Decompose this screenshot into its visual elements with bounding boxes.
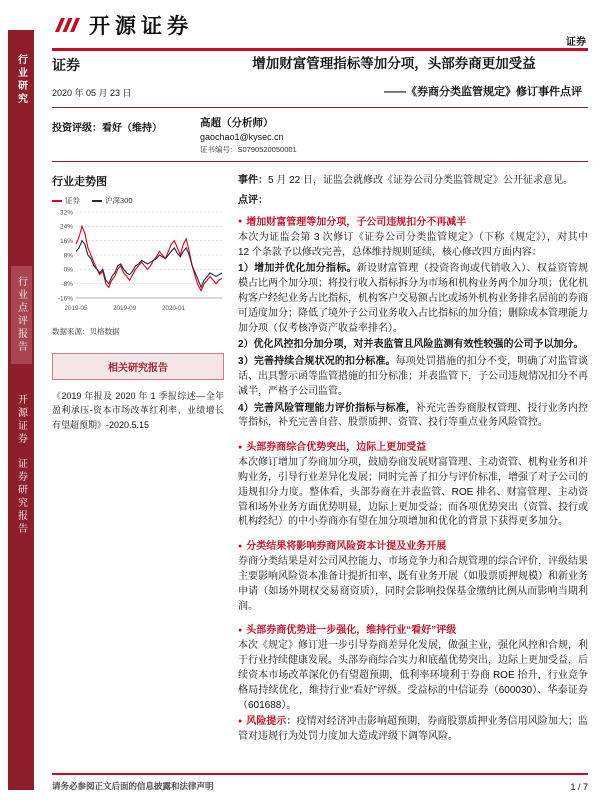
brand-logo: [52, 10, 193, 40]
svg-text:-8%: -8%: [61, 281, 73, 288]
header-row-rating: [52, 108, 588, 162]
svg-text:2019-05: 2019-05: [64, 305, 88, 312]
band-label-series: 证券研究报告: [15, 458, 27, 536]
section-paragraph: 1）增加并优化加分指标。新设财富管理（投资咨询或代销收入）、权益资管规模占比两个加分项；将投行收入指标拆分为市场和机构业务两个加分项；优化机构客户经纪业务占比指标，机构客户交易额占比或场外机构业务排名居前的券商可适度加分；降低了境外子公司业务收入占比指标的加分值；删除成本管理能力加分项（仅考核净资产收益率排名）。: [238, 263, 588, 334]
industry-trend-chart: [52, 208, 224, 316]
left-column: [52, 172, 224, 770]
section-paragraph: 本次《规定》修订进一步引导券商差异化发展，做强主业，强化风控和合规，利于行业持续健康发展。头部券商综合实力和底蕴优势突出，边际上更加受益，后续资本市场改革深化仍有望超预期，低利率环境利于券商 ROE 抬升，行业竞争格局持续优化，维持行业“看好”评级。受益标的中信证券（600030）、华泰证券（601688）。: [238, 640, 588, 711]
report-date: 2020 年 05 月 23 日: [52, 88, 132, 98]
band-label-brand: 开源证券: [15, 394, 27, 446]
header-row-title: [52, 55, 588, 108]
rating-label: 投资评级：: [52, 123, 102, 134]
related-research-title: 相关研究报告: [52, 353, 224, 380]
bullet-icon: ●: [238, 218, 243, 226]
paragraph-lead: 3）完善持续合规状况的扣分标准。: [238, 356, 396, 368]
event-label: 事件：: [238, 175, 268, 186]
svg-text:0%: 0%: [63, 266, 73, 274]
related-research-block: [52, 353, 224, 432]
band-label-report-type: 行业点评报告: [11, 266, 32, 364]
brand-logo-text: 开源证券: [89, 15, 193, 38]
section-heading: ● 增加财富管理等加分项，子公司违规扣分不再减半: [238, 216, 467, 228]
header-left-col: [52, 55, 200, 99]
bullet-icon: ●: [238, 626, 243, 634]
paragraph-lead: 2）优化风控扣分加分项，对并表监管且风险监测有效性较强的公司予以加分。: [238, 339, 584, 351]
analyst-name: 高超（分析师）: [200, 117, 274, 129]
legend-swatch: [92, 200, 102, 202]
section-paragraph: 3）完善持续合规状况的扣分标准。每项处罚措施的扣分不变，明确了对监管谈话、出具警示函等监管措施的扣分标准；并表监管下，子公司违规情况扣分不再减半，严格子公司监管。: [238, 356, 588, 397]
header-right-col: [200, 55, 588, 99]
chart-data-source: 数据来源：贝格数据: [52, 327, 120, 336]
svg-text:16%: 16%: [59, 238, 73, 245]
analyst-cert-number: 证书编号：S0790520050001: [200, 145, 297, 154]
analyst-block: [200, 115, 588, 155]
bullet-icon: ●: [238, 717, 243, 725]
analyst-email: gaochao1@kysec.cn: [200, 132, 284, 142]
body-sections: [238, 213, 588, 745]
svg-text:32%: 32%: [59, 209, 73, 217]
bullet-icon: ●: [238, 443, 243, 451]
bullet-icon: ●: [238, 542, 243, 550]
legend-item: 沪深300: [92, 195, 133, 206]
rating-value: 看好（维持）: [102, 123, 162, 134]
section-heading: 风险提示：: [246, 716, 297, 728]
legend-swatch: [52, 200, 62, 202]
section-paragraph: 本次为证监会第 3 次修订《证券公司分类监管规定》（下称《规定》），对其中 12 个条款予以修改完善，总体维持规则延续，核心修改四方面内容：: [238, 231, 588, 258]
section-heading: ● 头部券商优势进一步强化，维持行业“看好”评级: [238, 625, 457, 637]
report-subtitle: ——《券商分类监管规定》修订事件点评: [384, 85, 582, 98]
svg-text:2019-09: 2019-09: [113, 305, 137, 312]
report-body: [238, 172, 588, 770]
comment-label: 点评：: [238, 194, 268, 206]
risk-section: [238, 715, 588, 745]
legend-item: 证券: [52, 195, 80, 206]
event-text: 5 月 22 日，证监会就修改《证券公司分类监管规定》公开征求意见。: [268, 175, 574, 186]
svg-text:8%: 8%: [63, 252, 73, 260]
corner-industry-label: 证券: [566, 37, 586, 48]
chart-title: 行业走势图: [52, 176, 107, 188]
svg-text:-16%: -16%: [57, 295, 73, 303]
section-paragraph: 本次修订增加了券商加分项，鼓励券商发展财富管理、主动资管、机构业务和并购业务，引导行业差异化发展；同时完善了扣分与评价标准，增强了对子公司的违规扣分力度。整体看，头部券商在并表监管、ROE 排名、财富管理、主动资管和场外业务方面优势明显，边际上更加受益；而各项优势突出（资管、投行或机构经纪）的中小券商亦有望在加分项增加和优化的背景下获得更多加分。: [238, 457, 588, 528]
investment-rating: [52, 115, 200, 155]
svg-text:24%: 24%: [59, 223, 73, 231]
section-paragraph: [238, 338, 588, 353]
section-paragraph: 4）完善风险管理能力评价指标与标准，补充完善券商股权管理、投行业务内控等指标，补充完善自营、股票质押、资管、投行等重点业务风险管控。: [238, 402, 588, 429]
svg-text:2020-01: 2020-01: [161, 305, 185, 312]
section-heading: ● 头部券商综合优势突出，边际上更加受益: [238, 442, 427, 454]
header-rule: [52, 48, 588, 51]
section-paragraph: 券商分类结果是对公司风控能力、市场竞争力和合规管理的综合评价，评级结果主要影响风险资本准备计提折扣率、既有业务开展（如股票质押规模）和新业务申请（如场外期权交易商资质），同时会影响投保基金缴纳比例从而影响当期利润。: [238, 556, 588, 612]
page-footer: [52, 773, 588, 792]
section-heading: ● 分类结果将影响券商风险资本计提及业务开展: [238, 541, 447, 553]
content-area: [52, 55, 588, 770]
footer-disclaimer: 请务必参阅正文后面的信息披露和法律声明: [52, 781, 214, 791]
report-title: 增加财富管理指标等加分项，头部券商更加受益: [252, 56, 536, 71]
paragraph-lead: 4）完善风险管理能力评价指标与标准，: [238, 402, 416, 414]
band-label-industry-research: 行业研究: [15, 54, 27, 106]
two-column-layout: [52, 172, 588, 770]
related-research-item: 《2019 年报及 2020 年 1 季报综述—全年盈利承压-资本市场改革红利率、业绩增长有望超预期》-2020.5.15: [52, 391, 224, 430]
industry-name: 证券: [52, 57, 80, 73]
chart-legend: [52, 195, 224, 206]
page-number: 1 / 7: [570, 782, 588, 792]
left-vertical-band: [8, 30, 34, 790]
section-text: 疫情对经济冲击影响超预期，券商股票质押业务信用风险加大；监管对违规行为处罚力度加大造成评级下调等风险。: [238, 716, 588, 743]
event-line: [238, 174, 588, 189]
brand-logo-icon: [52, 13, 82, 37]
paragraph-lead: 1）增加并优化加分指标。: [238, 263, 357, 275]
